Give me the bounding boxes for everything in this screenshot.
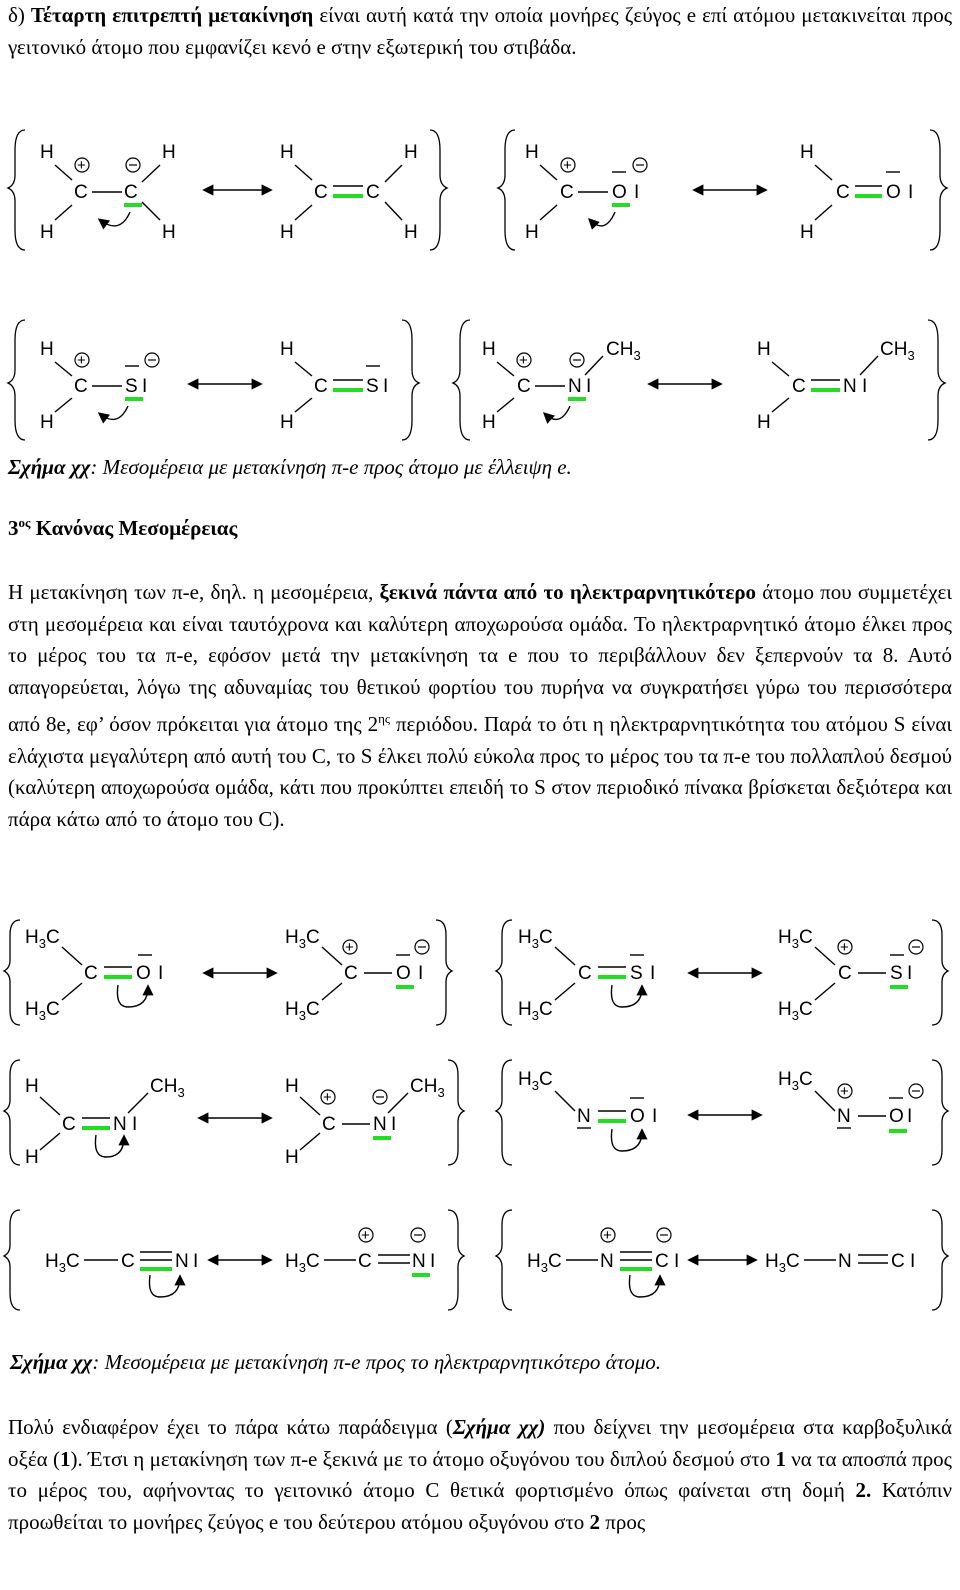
atom-c: C [314,182,328,203]
electron-arrow [590,212,615,226]
bond [772,362,789,376]
atom-n: N [577,1106,591,1127]
brace-right [448,1060,464,1165]
positive-charge-sign: + [77,352,86,369]
atom-h: H [285,1076,299,1097]
atom-h: H [25,1076,39,1097]
atom-o: O [136,963,151,984]
bond [815,947,835,965]
electron-arrow [149,1275,180,1297]
atom-h: H [25,1147,39,1168]
ethene-resonance [8,130,447,250]
atom-h: H [162,222,176,243]
lone-pair: I [908,182,914,203]
intro-text: είναι αυτή κατά την οποία μονήρες ζεύγος e επί ατόμου μετακινείται προς γειτονικό άτομο που εμφανίζει κενό e στην εξωτερική του στιβάδα. [8,3,953,59]
brace-right [930,130,947,250]
positive-charge-sign: + [77,157,86,174]
atom-h: H [40,412,54,433]
brace-right [448,1210,464,1310]
lone-pair: I [418,963,424,984]
thioformaldehyde-resonance [8,320,419,440]
brace-right [932,1210,948,1310]
brace-left [496,920,512,1025]
atom-h: H [482,412,496,433]
lone-pair: I [907,963,913,984]
bond [497,398,514,412]
bond [40,1133,60,1150]
atom-o: O [889,1106,904,1127]
atom-c: C [124,182,138,203]
atom-h: H [404,222,418,243]
bond [555,947,575,965]
brace-left [498,130,515,250]
positive-charge-sign: + [345,939,354,956]
atom-s: S [890,963,903,984]
scheme-pi-to-deficient-atom [0,120,960,460]
thioacetone-resonance [496,920,948,1025]
bond [815,165,832,180]
imine-resonance [453,320,945,440]
methylimine-resonance [4,1060,464,1168]
lone-pair: I [132,1114,138,1135]
atom-c: C [74,182,88,203]
positive-charge-sign: + [519,352,528,369]
methyl-group: $H_3C$ [518,1069,553,1093]
atom-h: H [525,142,539,163]
positive-charge-sign: + [323,1089,332,1106]
isocyanide-resonance [496,1210,948,1310]
lone-pair: I [907,1106,913,1127]
lone-pair: I [652,1106,658,1127]
lone-pair: I [391,1114,397,1135]
caption-text: : Μεσομέρεια με μετακίνηση π-e προς το ηλεκτραρνητικότερο άτομο. [92,1350,662,1374]
atom-h: H [280,222,294,243]
positive-charge-sign: + [603,1227,612,1244]
atom-n: N [838,1251,852,1272]
atom-c: C [84,963,98,984]
atom-c: C [358,1251,372,1272]
atom-n: N [113,1114,127,1135]
lone-pair: I [383,376,389,397]
final-paragraph: Πολύ ενδιαφέρον έχει το πάρα κάτω παράδειγμα (Σχήμα χχ) που δείχνει την μεσομέρεια στα καρβοξυλικά οξέα (1). Έτσι η μετακίνηση των π-e ξεκινά με το άτομο οξυγόνου του διπλού δεσμού στο 1 να τα αποσπά προς το μέρος του, αφήνοντας το γειτονικό άτομο C θετικά φορτισμένο όπως φαίνεται στη δομή 2. Κατόπιν προωθείται το μονήρες ζεύγος e του δεύτερου ατόμου οξυγόνου στο 2 προς [8,1415,953,1534]
atom-h: H [40,222,54,243]
atom-h: H [285,1147,299,1168]
atom-c: C [560,182,574,203]
brace-left [453,320,470,440]
intro-bold: Τέταρτη επιτρεπτή μετακίνηση [30,3,314,27]
methyl-group: $CH_3$ [150,1076,185,1100]
methyl-group: $H_3C$ [25,927,60,951]
atom-c: C [121,1251,135,1272]
positive-charge-sign: + [361,1227,370,1244]
electron-arrow [611,985,642,1007]
bond [295,165,312,180]
lone-pair: I [158,963,164,984]
electron-arrow [611,1129,642,1151]
atom-h: H [800,222,814,243]
positive-charge-sign: + [840,1083,849,1100]
bond [860,356,878,375]
atom-n: N [412,1251,426,1272]
bond [62,947,82,965]
atom-h: H [40,339,54,360]
atom-c: C [314,376,328,397]
caption-label: Σχήμα χχ [10,1350,93,1374]
intro-paragraph [8,0,952,63]
lone-pair: I [674,1251,680,1272]
bond [540,165,557,180]
bond [55,205,72,220]
methyl-group: $H_3C$ [778,999,813,1023]
methyl-group: $H_3C$ [527,1251,562,1275]
positive-charge-sign: + [840,939,849,956]
bond [815,1091,835,1111]
lone-pair: I [650,963,656,984]
atom-s: S [630,963,643,984]
lone-pair: I [634,182,640,203]
brace-left [4,1060,20,1165]
nitroso-resonance [496,1060,948,1165]
atom-c: C [836,182,850,203]
figure-caption-1 [8,455,572,480]
atom-h: H [40,142,54,163]
methyl-group: $H_3C$ [518,999,553,1023]
methyl-group: $CH_3$ [606,339,641,363]
atom-c: C [655,1251,669,1272]
atom-c: C [838,963,852,984]
lone-pair: I [430,1251,436,1272]
methyl-group: $H_3C$ [778,1069,813,1093]
atom-o: O [886,182,901,203]
brace-right [402,320,419,440]
methyl-group: $H_3C$ [765,1251,800,1275]
atom-s: S [125,376,138,397]
atom-h: H [280,339,294,360]
bond [388,1093,408,1113]
bond [295,362,312,376]
lone-pair: I [142,376,148,397]
bond [128,1093,148,1113]
methyl-group: $H_3C$ [518,927,553,951]
bond [55,398,72,412]
rule-heading: $3^{o\varsigma}$ Κανόνας Μεσομέρειας [8,515,238,540]
bond [385,165,402,182]
methyl-group: $H_3C$ [45,1251,80,1275]
methyl-group: $H_3C$ [285,927,320,951]
atom-c: C [517,376,531,397]
brace-right [436,920,452,1025]
intro-prefix: δ) [8,3,31,27]
atom-h: H [800,142,814,163]
formaldehyde-resonance [498,130,947,250]
bond [322,983,342,1000]
lone-pair: I [862,376,868,397]
atom-h: H [162,142,176,163]
caption-label: Σχήμα χχ [8,455,91,479]
methyl-group: $H_3C$ [778,927,813,951]
bond [300,1097,320,1115]
atom-c: C [62,1114,76,1135]
brace-right [932,1060,948,1165]
atom-n: N [837,1106,851,1127]
bond [815,205,832,220]
acetone-resonance [4,920,452,1025]
bond [55,362,72,376]
methyl-group: $H_3C$ [285,999,320,1023]
bond [585,356,603,375]
electron-arrow [117,985,148,1007]
bond [322,947,342,965]
figure-caption-2 [10,1350,661,1375]
atom-h: H [280,142,294,163]
bond [300,1133,320,1150]
methyl-group: $H_3C$ [25,999,60,1023]
bond [62,983,82,1000]
electron-arrow [100,406,128,419]
brace-left [4,920,20,1025]
atom-c: C [74,376,88,397]
atom-c: C [322,1114,336,1135]
bond [540,205,557,220]
bond [555,1091,575,1111]
atom-h: H [404,142,418,163]
brace-right [932,920,948,1025]
atom-c: C [366,182,380,203]
bond [142,202,160,220]
atom-n: N [568,376,582,397]
brace-left [8,320,25,440]
scheme-pi-to-electronegative-atom [0,915,960,1325]
atom-n: N [373,1114,387,1135]
atom-h: H [525,222,539,243]
atom-h: H [280,412,294,433]
brace-left [496,1210,512,1310]
methyl-group: $H_3C$ [285,1251,320,1275]
bond [295,205,312,220]
brace-left [496,1060,512,1165]
brace-right [430,130,447,250]
brace-right [928,320,945,440]
bond [295,398,312,412]
lone-pair: I [586,376,592,397]
atom-o: O [396,963,411,984]
bond [55,165,72,180]
atom-c: C [792,376,806,397]
atom-o: O [630,1106,645,1127]
atom-s: S [366,376,379,397]
atom-c: C [578,963,592,984]
electron-arrow [100,212,130,226]
brace-left [4,1210,20,1310]
bond [40,1097,60,1115]
atom-c: C [344,963,358,984]
atom-c: C [891,1251,905,1272]
lone-pair: I [910,1251,916,1272]
bond [555,983,575,1000]
lone-pair: I [193,1251,199,1272]
methyl-group: $CH_3$ [410,1076,445,1100]
atom-h: H [757,339,771,360]
electron-arrow [545,406,570,419]
positive-charge-sign: + [563,157,572,174]
atom-n: N [843,376,857,397]
bond [142,165,160,182]
atom-h: H [757,412,771,433]
nitrile-resonance [4,1210,464,1310]
methyl-group: $CH_3$ [880,339,915,363]
bond [385,202,402,220]
electron-arrow [95,1135,124,1157]
rule-paragraph: Η μετακίνηση των π-e, δηλ. η μεσομέρεια, ξεκινά πάντα από το ηλεκτραρνητικότερο άτομο που συμμετέχει στη μεσομέρεια και είναι ταυτόχρονα και καλύτερη αποχωρούσα ομάδα. Το ηλεκτραρνητικό άτομο έλκει προς το μέρος του τα π-e, εφόσον μετά την μετακίνηση τα e που το περιβάλλουν δεν ξεπερνούν τα 8. Αυτό απαγορεύεται, λόγω της αδυναμίας του θετικού φορτίου του πυρήνα να συγκρατήσει γύρω του περισσότερα από 8e, εφ’ όσον πρόκειται για άτομο της $2^{\eta\varsigma}$ περιόδου. Παρά το ότι η ηλεκτραρνητικότητα του ατόμου S είναι ελάχιστα μεγαλύτερη από αυτή του C, το S έλκει πολύ εύκολα προς το μέρος του τα π-e του πολλαπλού δεσμού (καλύτερη αποχωρούσα ομάδα, κάτι που προκύπτει επειδή το S στον περιοδικό πίνακα βρίσκεται δεξιότερα και πάρα κάτω από το άτομο του C). [8,580,952,831]
electron-arrow [629,1275,660,1297]
atom-n: N [175,1251,189,1272]
caption-text: : Μεσομέρεια με μετακίνηση π-e προς άτομο με έλλειψη e. [90,455,572,479]
bond [497,362,514,376]
atom-o: O [612,182,627,203]
atom-n: N [600,1251,614,1272]
atom-h: H [482,339,496,360]
brace-left [8,130,25,250]
bond [772,398,789,412]
bond [815,983,835,1000]
